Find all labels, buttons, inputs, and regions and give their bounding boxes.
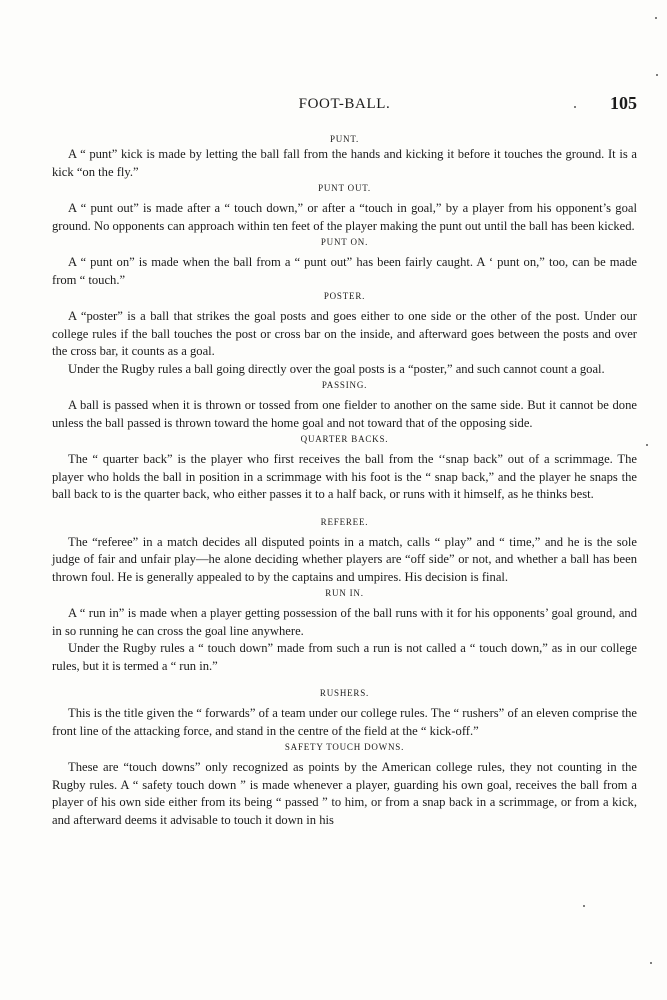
- print-speck: [655, 17, 657, 19]
- page-body: [52, 132, 637, 829]
- paragraph: The “referee” in a match decides all disputed points in a match, calls “ play” and “ time,” and he is the sole judge of fair and unfair play—he alone deciding whether players are “off side” or not, and whether a ball has been thrown foul. He is generally appealed to by the captains and umpires. His decision is final.: [52, 534, 637, 584]
- section-heading-referee: REFEREE.: [320, 516, 369, 527]
- paragraph: Under the Rugby rules a ball going directly over the goal posts is a “poster,” and such cannot count a goal.: [68, 361, 605, 376]
- section-heading-punt-out: PUNT OUT.: [318, 183, 371, 193]
- print-speck: [650, 962, 652, 964]
- paragraph: A “ punt on” is made when the ball from a “ punt out” has been fairly caught. A ‘ punt on,” too, can be made from “ touch.”: [52, 255, 637, 287]
- paragraph: A “ run in” is made when a player getting possession of the ball runs with it for his opponents’ goal ground, and in so running he can cross the goal line anywhere.: [52, 606, 637, 638]
- paragraph: The “ quarter back” is the player who first receives the ball from the ‘‘snap back” out of a scrimmage. The player who holds the ball in position in a scrimmage with his foot is the “ snap back,” and the player he snaps the ball back to is the quarter back, who either passes it to a half back, or runs with it himself, as he thinks best.: [52, 452, 637, 501]
- section-heading-rushers: RUSHERS.: [319, 688, 370, 698]
- section-heading-poster: POSTER.: [323, 291, 366, 301]
- paragraph: A “ punt” kick is made by letting the ball fall from the hands and kicking it before it touches the ground. It is a kick “on the fly.”: [52, 147, 637, 179]
- running-head: [52, 93, 637, 118]
- section-heading-punt: PUNT.: [329, 134, 360, 144]
- section-heading-safety-touch-downs: SAFETY TOUCH DOWNS.: [284, 742, 405, 752]
- print-speck: [646, 444, 648, 446]
- running-title: FOOT-BALL.: [298, 96, 391, 112]
- print-speck: [583, 905, 585, 907]
- section-heading-punt-on: PUNT ON.: [320, 237, 369, 247]
- print-speck: [574, 106, 576, 108]
- section-heading-quarter-backs: QUARTER BACKS.: [300, 434, 389, 444]
- section-heading-passing: PASSING.: [321, 380, 368, 390]
- print-speck: [656, 74, 658, 76]
- paragraph: A ball is passed when it is thrown or tossed from one fielder to another on the same side. But it cannot be done unless the ball passed is thrown toward the home goal and not toward that of the opposing side.: [52, 398, 637, 430]
- paragraph: These are “touch downs” only recognized as points by the American college rules, they not counting in the Rugby rules. A “ safety touch down ” is made whenever a player, guarding his own goal, receives the ball from a player of his own side either from its being “ passed ” to him, or from a snap back in a scrimmage, or from a kick, and afterward deems it advisable to touch it down in his: [52, 760, 637, 827]
- paragraph: A “ punt out” is made after a “ touch down,” or after a “touch in goal,” by a player from his opponent’s goal ground. No opponents can approach within ten feet of the player making the punt out until the ball has been kicked.: [52, 201, 637, 233]
- paragraph: This is the title given the “ forwards” of a team under our college rules. The “ rushers” of an eleven comprise the front line of the attacking force, and stand in the centre of the field at the “ kick-off.”: [52, 706, 637, 738]
- paragraph: A “poster” is a ball that strikes the goal posts and goes either to one side or the other of the post. Under our college rules if the ball touches the post or cross bar on the inside, and afterward goes between the posts and over the cross bar, it counts as a goal.: [52, 309, 637, 358]
- paragraph: Under the Rugby rules a “ touch down” made from such a run is not called a “ touch down,” as in our college rules, but it is termed a “ run in.”: [52, 641, 637, 673]
- page-number: 105: [610, 93, 637, 113]
- section-heading-run-in: RUN IN.: [325, 588, 364, 598]
